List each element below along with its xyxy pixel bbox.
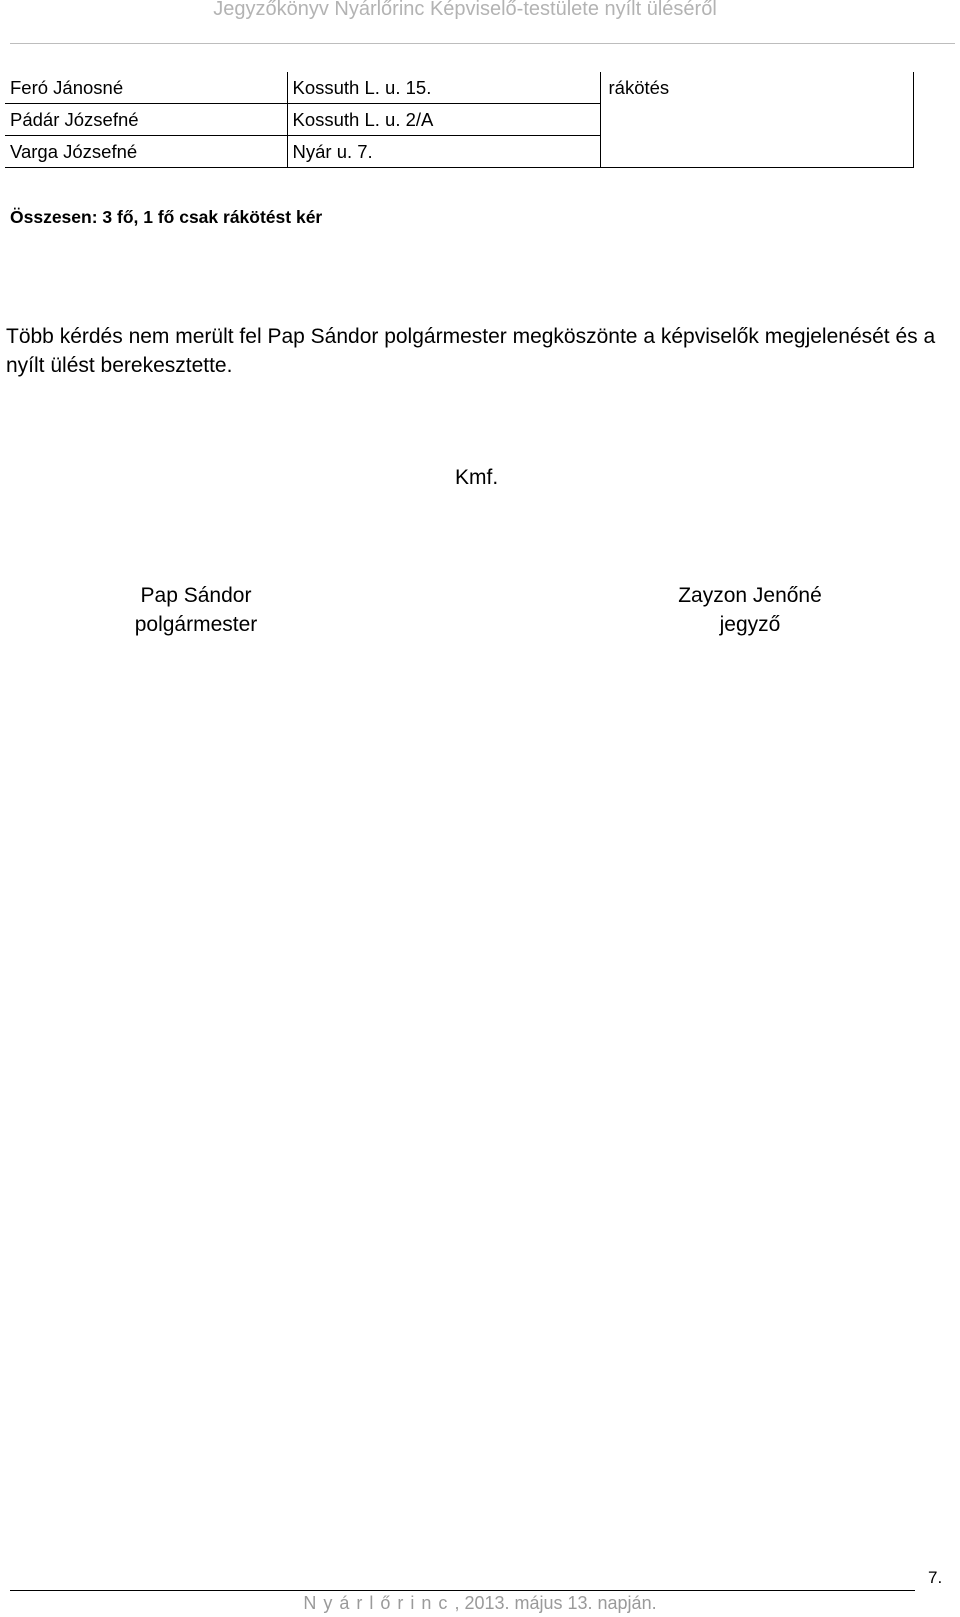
resident-address: Nyár u. 7. [287, 136, 600, 168]
resident-note [600, 136, 913, 168]
signer-title: jegyző [719, 613, 781, 636]
header-divider [10, 43, 955, 44]
signature-block-mayor [96, 581, 296, 639]
closing-paragraph: Több kérdés nem merült fel Pap Sándor polgármester megköszönte a képviselők megjelenését és a nyílt ülést berekesztette. [6, 325, 936, 377]
resident-note: rákötés [600, 72, 913, 104]
table-row [5, 72, 913, 104]
table-row [5, 104, 913, 136]
page-number: 7. [928, 1568, 943, 1587]
residents-table [5, 72, 914, 168]
signer-name: Pap Sándor [140, 584, 252, 607]
footer-date: , 2013. május 13. napján. [454, 1593, 657, 1613]
resident-name: Feró Jánosné [5, 72, 287, 104]
signer-title: polgármester [134, 613, 258, 636]
resident-note [600, 104, 913, 136]
footer-place: Nyárlőrinc [303, 1593, 455, 1613]
footer-divider [10, 1590, 915, 1591]
resident-name: Varga Józsefné [5, 136, 287, 168]
signer-name: Zayzon Jenőné [678, 584, 822, 607]
summary-line: Összesen: 3 fő, 1 fő csak rákötést kér [10, 207, 323, 227]
table-row [5, 136, 913, 168]
signature-block-notary [630, 581, 870, 639]
kmf-label: Kmf. [455, 466, 499, 489]
resident-address: Kossuth L. u. 15. [287, 72, 600, 104]
page-header-title: Jegyzőkönyv Nyárlőrinc Képviselő-testülete nyílt üléséről [213, 0, 717, 20]
resident-address: Kossuth L. u. 2/A [287, 104, 600, 136]
footer-place-date [0, 1593, 960, 1614]
resident-name: Pádár Józsefné [5, 104, 287, 136]
